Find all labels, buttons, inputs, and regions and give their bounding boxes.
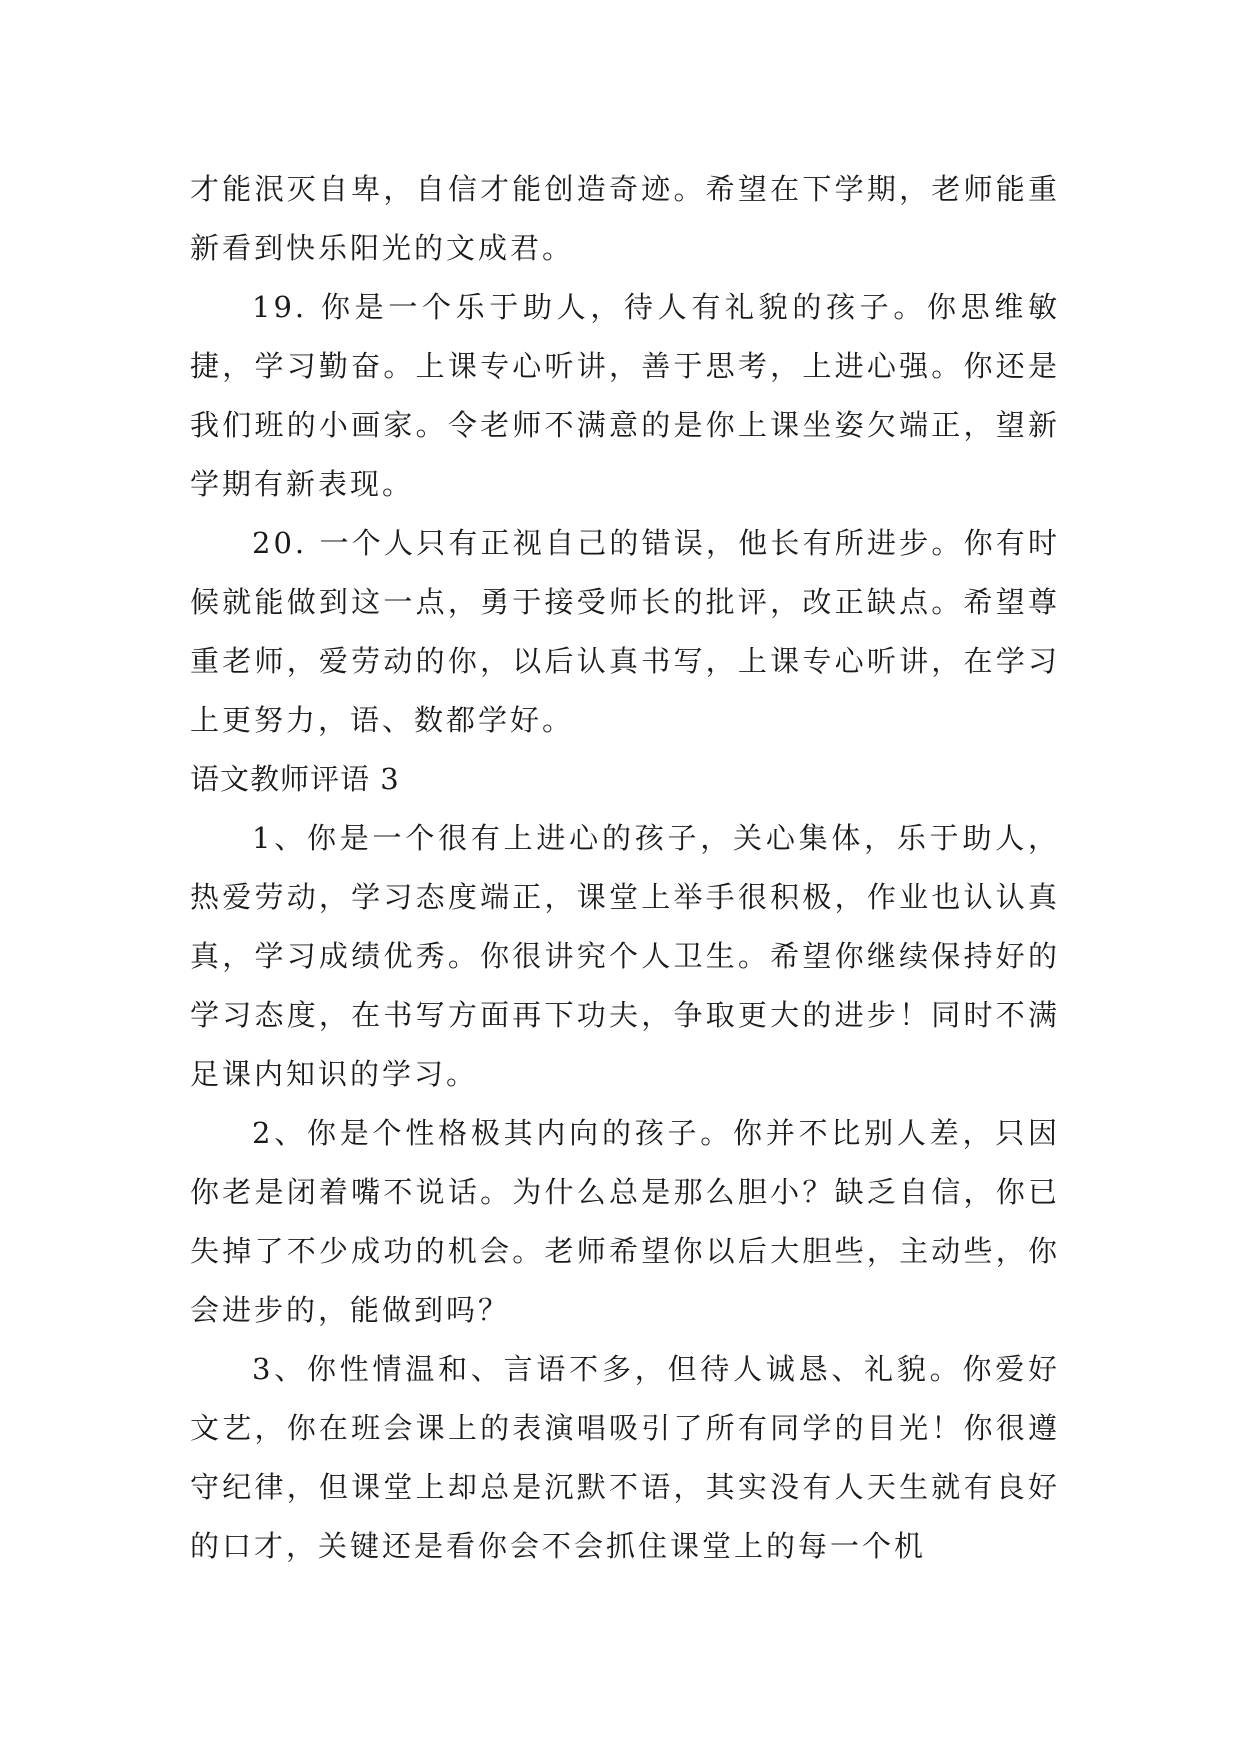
paragraph-comment-20: 20. 一个人只有正视自己的错误，他长有所进步。你有时候就能做到这一点，勇于接受师长的批评，改正缺点。希望尊重老师，爱劳动的你，以后认真书写，上课专心听讲，在学习上更努力，语、数都学好。 [190, 526, 1060, 737]
paragraph-comment-19: 19. 你是一个乐于助人，待人有礼貌的孩子。你思维敏捷，学习勤奋。上课专心听讲，善于思考，上进心强。你还是我们班的小画家。令老师不满意的是你上课坐姿欠端正，望新学期有新表现。 [190, 290, 1060, 501]
paragraph-comment-2: 2、你是个性格极其内向的孩子。你并不比别人差，只因你老是闭着嘴不说话。为什么总是那么胆小？缺乏自信，你已失掉了不少成功的机会。老师希望你以后大胆些，主动些，你会进步的，能做到吗？ [190, 1116, 1060, 1327]
paragraph-comment-3: 3、你性情温和、言语不多，但待人诚恳、礼貌。你爱好文艺，你在班会课上的表演唱吸引了所有同学的目光！你很遵守纪律，但课堂上却总是沉默不语，其实没有人天生就有良好的口才，关键还是看你会不会抓住课堂上的每一个机 [190, 1352, 1060, 1563]
document-body [190, 160, 1060, 1576]
section-heading: 语文教师评语 3 [190, 762, 400, 796]
paragraph-continuation: 才能泯灭自卑，自信才能创造奇迹。希望在下学期，老师能重新看到快乐阳光的文成君。 [190, 172, 1060, 265]
paragraph-comment-1: 1、你是一个很有上进心的孩子，关心集体，乐于助人，热爱劳动，学习态度端正，课堂上举手很积极，作业也认认真真，学习成绩优秀。你很讲究个人卫生。希望你继续保持好的学习态度，在书写方面再下功夫，争取更大的进步！同时不满足课内知识的学习。 [190, 821, 1060, 1091]
